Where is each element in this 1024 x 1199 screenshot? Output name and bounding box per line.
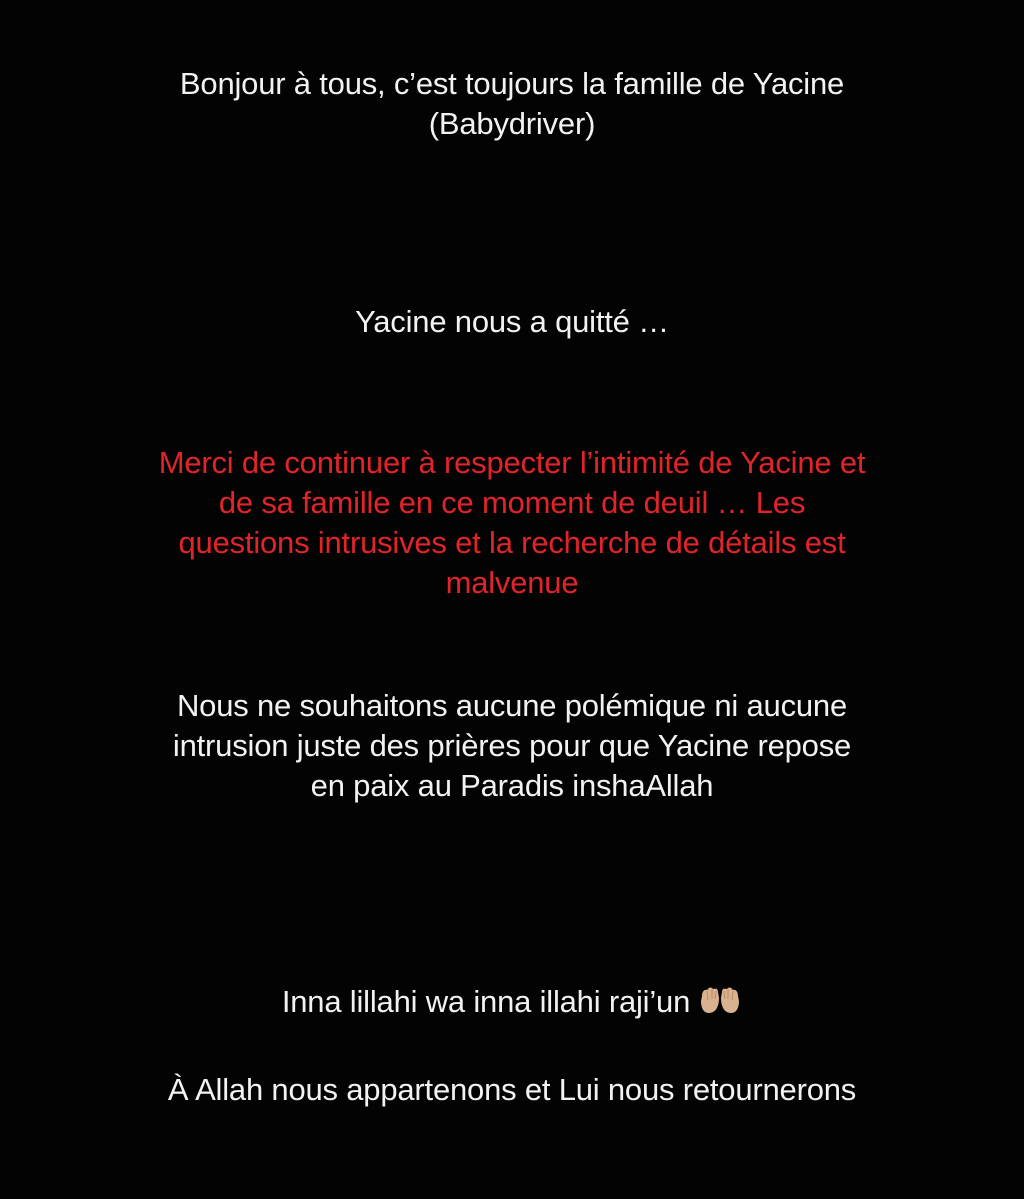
request-line: questions intrusives et la recherche de détails est — [178, 525, 846, 560]
prayer-text — [0, 982, 1024, 1022]
greeting-line: (Babydriver) — [428, 106, 596, 141]
wish-line: Nous ne souhaitons aucune polémique ni aucune — [176, 688, 848, 723]
greeting-line: Bonjour à tous, c’est toujours la famille de Yacine — [179, 66, 845, 101]
translation-line: À Allah nous appartenons et Lui nous retournerons — [167, 1072, 857, 1107]
privacy-request-text — [0, 443, 1024, 603]
announcement-text — [0, 302, 1024, 342]
wish-text — [0, 686, 1024, 806]
wish-line: intrusion juste des prières pour que Yacine repose — [172, 728, 852, 763]
request-line: de sa famille en ce moment de deuil … Les — [218, 485, 806, 520]
request-line: malvenue — [445, 565, 579, 600]
prayer-line — [0, 982, 1024, 1022]
wish-line: en paix au Paradis inshaAllah — [310, 768, 714, 803]
greeting-text — [0, 64, 1024, 144]
open-hands-icon — [698, 986, 742, 1016]
translation-text — [0, 1070, 1024, 1110]
request-line: Merci de continuer à respecter l’intimité de Yacine et — [158, 445, 866, 480]
prayer-words: Inna lillahi wa inna illahi raji’un — [281, 984, 691, 1019]
announcement-line: Yacine nous a quitté … — [355, 304, 669, 339]
